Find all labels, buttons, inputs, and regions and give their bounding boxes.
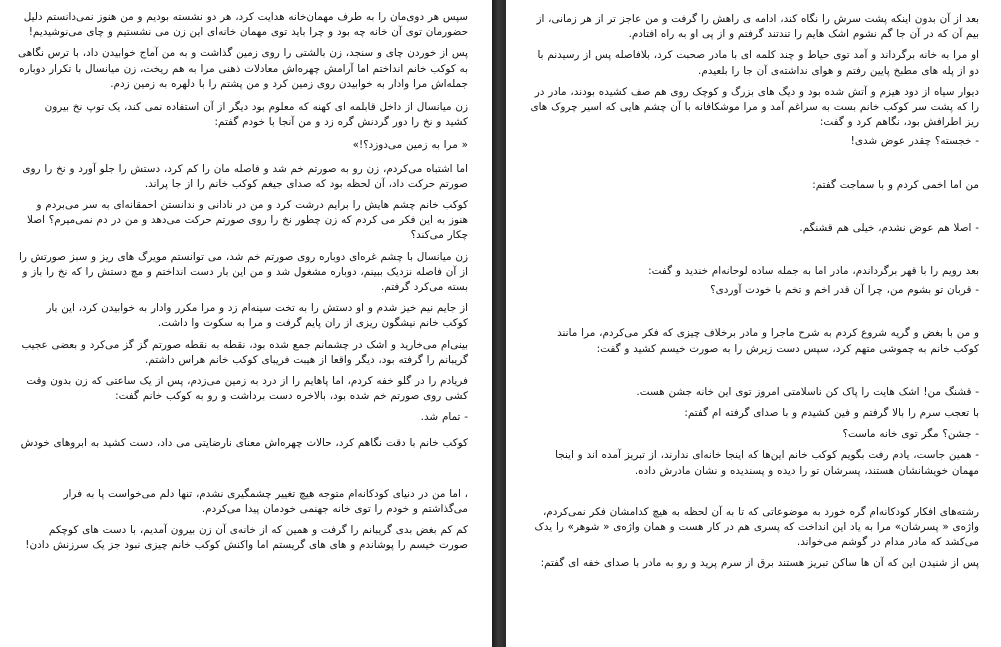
paragraph: - قشنگ من! اشک هایت را پاک کن ناسلامتی امروز توی این خانه جشن هست. bbox=[636, 385, 979, 398]
paragraph: - تمام شد. bbox=[420, 411, 468, 424]
left-page bbox=[0, 0, 492, 647]
paragraph: کم کم بغض بدی گریبانم را گرفت و همین که از خانه‌ی آن زن بیرون آمدیم، با دست های کوچکم صورت خیسم را پوشاندم و های های گریستم اما واکنش کوکب خانم چیزی نبود جز یک سرزنش دادن! bbox=[25, 524, 468, 552]
paragraph: بعد رویم را با قهر برگرداندم، مادر اما به جمله ساده لوحانه‌ام خندید و گفت: bbox=[648, 265, 979, 278]
paragraph: - قربان تو بشوم من، چرا آن قدر اخم و تخم با خودت آوردی؟ bbox=[710, 284, 979, 297]
paragraph: زن میانسال از داخل قابلمه ای کهنه که معلوم بود دیگر از آن استفاده نمی کند، یک توپ نخ بیرون کشید و نخ را دور گردنش گره زد و من آنجا با خودم گفتم: bbox=[44, 101, 468, 129]
book-gutter bbox=[492, 0, 506, 647]
paragraph: از جایم نیم خیز شدم و او دستش را به تخت سینه‌ام زد و مرا مکرر وادار به خوابیدن کرد، این بار کوکب خانم نیشگون ریزی از ران پایم گرفت و مرا به سکوت وا داشت. bbox=[46, 302, 468, 330]
paragraph: و من با بغض و گریه شروع کردم به شرح ماجرا و مادر برخلاف چیزی که فکر می‌کردم، مرا مانند کوکب خانم به چموشی متهم کرد، سپس دست زیرش را به صورت خیسم کشید و گفت: bbox=[557, 327, 979, 355]
paragraph: بعد از آن بدون اینکه پشت سرش را نگاه کند، ادامه ی راهش را گرفت و من عاجز تر از هر زمانی، از بیم آن که در آن جا گم نشوم اشک هایم را تندتند گرفتم و از پی او به راه افتادم. bbox=[536, 13, 979, 41]
paragraph: - همین جاست، یادم رفت بگویم کوکب خانم این‌ها که اینجا خانه‌ای ندارند، از تبریز آمده اند و اینجا مهمان خویشانشان هستند، پسرشان تو را دیده و پسندیده و نشان مادرش داده. bbox=[555, 449, 979, 477]
paragraph: - جشن؟ مگر توی خانه ماست؟ bbox=[842, 428, 979, 441]
paragraph: با تعجب سرم را بالا گرفتم و فین کشیدم و با صدای گرفته ام گفتم: bbox=[684, 407, 979, 420]
paragraph: من اما اخمی کردم و با سماجت گفتم: bbox=[812, 178, 979, 191]
paragraph: فریادم را در گلو خفه کردم، اما پاهایم را از درد به زمین می‌زدم، پس از یک ساعتی که زن بدون وقت کشی روی صورتم خم شده بود، بالاخره دست برداشت و رو به کوکب خانم گفت: bbox=[26, 375, 468, 403]
paragraph: بینی‌ام می‌خارید و اشک در چشمانم جمع شده بود، نقطه به نقطه صورتم گز گز می‌کرد و بعضی عجیب گریبانم را گرفته بود، دیگر واقعا از هیبت فریبای کوکب خانم هراس داشتم. bbox=[21, 338, 468, 366]
paragraph: کوکب خانم با دقت نگاهم کرد، حالات چهره‌اش معنای نارضایتی می داد، دست کشید به ابروهای خودش bbox=[20, 436, 468, 449]
paragraph: - خجسته؟ چقدر عوض شدی! bbox=[850, 135, 979, 148]
paragraph: اما اشتباه می‌کردم، زن رو به صورتم خم شد و فاصله مان را کم کرد، دستش را جلو آورد و نخ را روی صورتم حرکت داد، آن لحظه بود که صدای جیغم کوکب خانم را از جا پراند. bbox=[22, 162, 468, 190]
paragraph: کوکب خانم چشم هایش را برایم درشت کرد و من در نادانی و ندانستن احمقانه‌ای به سر می‌بردم و هنوز به این فکر می کردم که زن چطور نخ را روی صورتم حرکت می‌دهد و من در دم نمی‌میرم؟ اصلا چکار می‌کند؟ bbox=[27, 199, 468, 242]
paragraph: او مرا به خانه برگرداند و آمد توی حیاط و چند کلمه ای با مادر صحبت کرد، بلافاصله پس از رسیدنم با دو از پله های مطبخ پایین رفتم و هوای نداشته‌ی آن جا را بلعیدم. bbox=[537, 49, 979, 77]
paragraph: - اصلا هم عوض نشدم، خیلی هم قشنگم. bbox=[799, 221, 979, 234]
paragraph: زن میانسال با چشم غره‌ای دوباره روی صورتم خم شد، می توانستم مویرگ های ریز و سبز صورتش را از آن فاصله نزدیک ببینم، دوباره مشغول شد و من این بار دست انداختم و مچ دستش را که نخ را باز و بسته می‌کرد گرفتم. bbox=[18, 250, 468, 294]
paragraph: ، اما من در دنیای کودکانه‌ام متوجه هیچ تغییر چشمگیری نشدم، تنها دلم می‌خواست پا به فرار می‌گذاشتم و خودم را توی خانه جهنمی خودمان پیدا می‌کردم. bbox=[63, 487, 468, 516]
paragraph: « مرا به زمین می‌دوزد؟!» bbox=[352, 139, 468, 152]
paragraph: دیوار سیاه از دود هیزم و آتش شده بود و دیگ های بزرگ و کوچک روی هم صف کشیده بودند، مادر در را که پشت سر کوکب خانم بست به سراغم آمد و مرا موشکافانه با آن چشم هایی که اسیر چروک های ریز اطرافش بود، نگاهم کرد و گفت: bbox=[530, 85, 979, 129]
paragraph: رشته‌های افکار کودکانه‌ام گره خورد به موضوعاتی که تا به آن لحظه به هیچ کدامشان فکر نمی‌کردم، واژه‌ی « پسرشان» مرا به یاد این انداخت که پسری هم در کار هست و همان واژه‌ی « شوهر» را یدک می‌کشد که مادر مدام در گوشم می‌خواند. bbox=[534, 505, 979, 549]
paragraph: پس از شنیدن این که آن ها ساکن تبریز هستند برق از سرم پرید و رو به مادر با صدای خفه ای گفتم: bbox=[540, 557, 979, 570]
right-page bbox=[506, 0, 1001, 647]
paragraph: پس از خوردن چای و سنجد، زن بالشتی را روی زمین گذاشت و به من آماج خوابیدن داد، با ترس نگاهی به کوکب خانم انداختم اما آرامش چهره‌اش معادلات ذهنی مرا به هم ریخت، زن میانسال با تکرار دوباره جمله‌اش مرا وادار به خوابیدن روی زمین کرد و من پشتم را با دلهره به زمین زدم. bbox=[18, 47, 468, 90]
paragraph: سپس هر دوی‌مان را به طرف مهمان‌خانه هدایت کرد، هر دو نشسته بودیم و من هنوز نمی‌دانستم دلیل حضورمان توی آن خانه چه بود و چرا باید توی مهمان خانه‌ای این زن می نشستیم و چای می‌نوشیدیم! bbox=[23, 11, 468, 39]
